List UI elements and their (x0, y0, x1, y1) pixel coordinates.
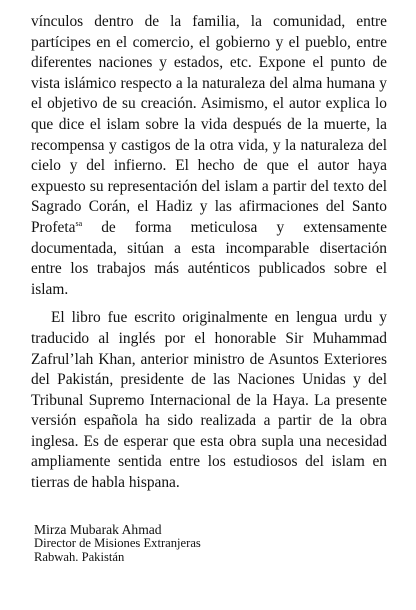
paragraph-2: El libro fue escrito originalmente en lengua urdu y traducido al inglés por el honorable Sir Muhammad Zafrul’lah Khan, anterior ministro de Asuntos Exteriores del Pakistán, presidente de las Naciones Unidas y del Tribunal Supremo Internacional de la Haya. La presente versión española ha sido realizada a partir de la obra inglesa. Es de esperar que esta obra supla una necesidad ampliamente sentida entre los estudiosos del islam en tierras de habla hispana. (31, 309, 387, 492)
honorific-superscript: sa (75, 218, 83, 228)
paragraph-1 (31, 12, 387, 300)
page-body (31, 12, 387, 494)
paragraph-1-text: vínculos dentro de la familia, la comunidad, entre partícipes en el comercio, el gobierno y el pueblo, entre diferentes naciones y estados, etc. Expone el punto de vista islámico respecto a la naturaleza del alma humana y el objetivo de su creación. Asimismo, el autor explica lo que dice el islam sobre la vida después de la muerte, la recompensa y castigos de la otra vida, y la naturaleza del cielo y del infierno. El hecho de que el autor haya expuesto su representación del islam a partir del texto del Sagrado Corán, el Hadiz y las afirmaciones del Santo Profeta (31, 13, 387, 236)
paragraph-1-text-continued: de forma meticulosa y extensamente documentada, sitúan a esta incomparable disertación entre los trabajos más auténticos publicados sobre el islam. (31, 218, 387, 298)
signature-title: Director de Misiones Extranjeras (34, 536, 201, 550)
signature-location: Rabwah. Pakistán (34, 549, 125, 564)
signature-block (34, 522, 201, 564)
signature-name: Mirza Mubarak Ahmad (34, 522, 162, 537)
